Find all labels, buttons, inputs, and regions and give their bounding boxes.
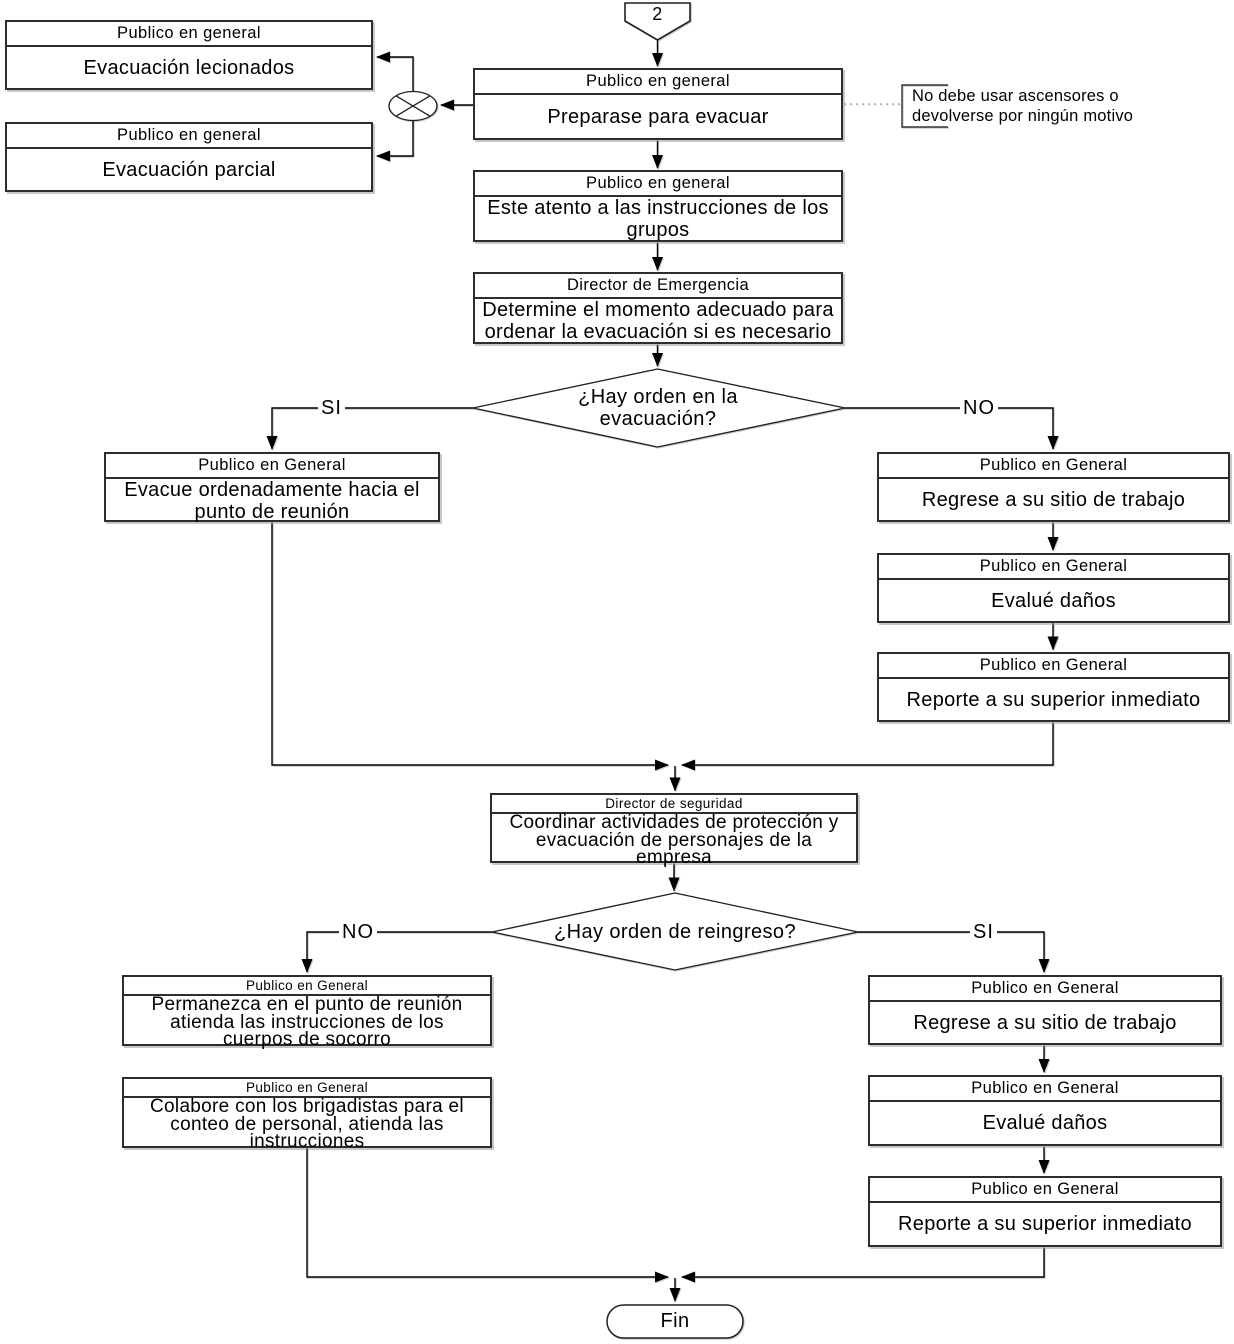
box-evalue-danos-1 bbox=[877, 553, 1230, 623]
box-header: Publico en General bbox=[124, 1079, 490, 1098]
box-header: Publico en general bbox=[7, 124, 371, 149]
box-header: Publico en General bbox=[124, 977, 490, 996]
junction-icon bbox=[389, 92, 437, 121]
box-header: Publico en General bbox=[879, 454, 1228, 479]
decision-2-no-label: NO bbox=[339, 921, 377, 944]
box-body: Reporte a su superior inmediato bbox=[898, 1213, 1192, 1235]
box-header: Publico en General bbox=[879, 555, 1228, 580]
offpage-connector-label: 2 bbox=[652, 4, 663, 24]
decision-2-label: ¿Hay orden de reingreso? bbox=[554, 921, 796, 943]
box-body: Reporte a su superior inmediato bbox=[906, 688, 1201, 711]
box-body: Preparase para evacuar bbox=[547, 105, 769, 128]
box-regrese-trabajo-1 bbox=[877, 452, 1230, 522]
box-body: Evacue ordenadamente hacia el punto de reunión bbox=[124, 479, 420, 523]
box-determine-momento bbox=[473, 272, 843, 344]
box-header: Publico en general bbox=[475, 172, 841, 197]
decision-1-yes-label: SI bbox=[318, 397, 345, 420]
box-body: Determine el momento adecuado para ordenar la evacuación si es necesario bbox=[482, 299, 834, 343]
terminator-label: Fin bbox=[660, 1310, 690, 1332]
box-evacuacion-parcial bbox=[5, 122, 373, 192]
box-body: Este atento a las instrucciones de los grupos bbox=[487, 197, 829, 241]
box-body: Evacuación parcial bbox=[102, 158, 276, 181]
box-body: Coordinar actividades de protección y evacuación de personajes de la empresa bbox=[509, 812, 839, 868]
box-header: Publico en General bbox=[106, 454, 438, 479]
box-header: Publico en General bbox=[870, 1178, 1220, 1203]
decision-1-no-label: NO bbox=[960, 397, 998, 420]
box-body: Regrese a su sitio de trabajo bbox=[913, 1011, 1177, 1034]
box-body: Evacuación lecionados bbox=[83, 56, 295, 79]
box-header: Publico en General bbox=[879, 654, 1228, 679]
box-este-atento bbox=[473, 170, 843, 242]
box-coordinar-actividades bbox=[490, 793, 858, 868]
box-permanezca-punto bbox=[122, 975, 492, 1050]
box-body: Evalué daños bbox=[982, 1112, 1108, 1134]
annotation-text: No debe usar ascensores o devolverse por ningún motivo bbox=[912, 87, 1134, 125]
box-evacuacion-lesionados bbox=[5, 20, 373, 90]
box-header: Publico en general bbox=[7, 22, 371, 47]
box-evalue-danos-2 bbox=[868, 1075, 1222, 1146]
box-evacue-ordenadamente bbox=[104, 452, 440, 522]
box-body: Regrese a su sitio de trabajo bbox=[921, 488, 1186, 511]
box-body: Colabore con los brigadistas para el conteo de personal, atienda las instrucciones bbox=[150, 1096, 464, 1152]
box-header: Director de Emergencia bbox=[475, 274, 841, 299]
box-body: Permanezca en el punto de reunión atienda las instrucciones de los cuerpos de socorro bbox=[151, 994, 463, 1050]
decision-1-label: ¿Hay orden en la evacuación? bbox=[578, 386, 738, 430]
box-header: Publico en General bbox=[870, 1077, 1220, 1102]
box-regrese-trabajo-2 bbox=[868, 975, 1222, 1045]
box-header: Publico en general bbox=[475, 70, 841, 95]
box-body: Evalué daños bbox=[991, 589, 1116, 612]
box-header: Director de seguridad bbox=[492, 795, 856, 814]
box-preparase-evacuar bbox=[473, 68, 843, 140]
box-reporte-superior-2 bbox=[868, 1176, 1222, 1247]
decision-2-yes-label: SI bbox=[970, 921, 997, 944]
box-header: Publico en General bbox=[870, 977, 1220, 1002]
box-reporte-superior-1 bbox=[877, 652, 1230, 722]
box-colabore-brigadistas bbox=[122, 1077, 492, 1152]
